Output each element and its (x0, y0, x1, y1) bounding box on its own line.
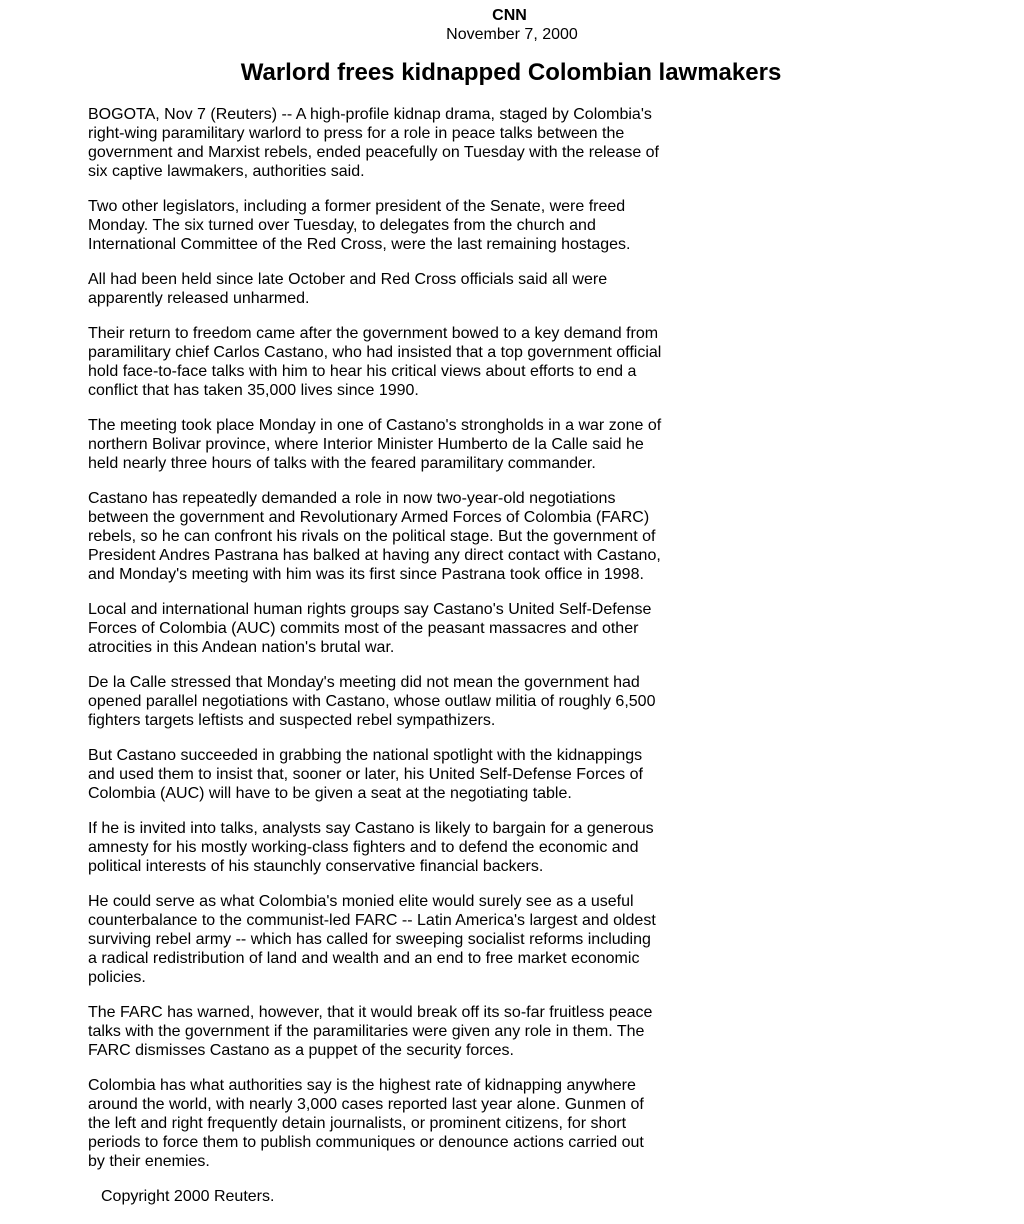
article-paragraph: Two other legislators, including a former president of the Senate, were freed Monday. The six turned over Tuesday, to delegates from the church and International Committee of the Red Cross, were the last remaining hostages. (88, 198, 631, 253)
article-paragraph: He could serve as what Colombia's monied elite would surely see as a useful counterbalance to the communist-led FARC -- Latin America's largest and oldest surviving rebel army -- which has called for sweeping socialist reforms including a radical redistribution of land and wealth and an end to free market economic policies. (88, 893, 656, 986)
publication-date: November 7, 2000 (446, 26, 578, 43)
article-paragraph: The FARC has warned, however, that it would break off its so-far fruitless peace talks with the government if the paramilitaries were given any role in them. The FARC dismisses Castano as a puppet of the security forces. (88, 1004, 653, 1059)
article-paragraph: De la Calle stressed that Monday's meeting did not mean the government had opened parallel negotiations with Castano, whose outlaw militia of roughly 6,500 fighters targets leftists and suspected rebel sympathizers. (88, 674, 656, 729)
article-body (88, 105, 664, 1187)
article-paragraph: BOGOTA, Nov 7 (Reuters) -- A high-profile kidnap drama, staged by Colombia's right-wing paramilitary warlord to press for a role in peace talks between the government and Marxist rebels, ended peacefully on Tuesday with the release of six captive lawmakers, authorities said. (88, 106, 659, 180)
article-paragraph: But Castano succeeded in grabbing the national spotlight with the kidnappings and used them to insist that, sooner or later, his United Self-Defense Forces of Colombia (AUC) will have to be given a seat at the negotiating table. (88, 747, 643, 802)
article-paragraph: Their return to freedom came after the government bowed to a key demand from paramilitary chief Carlos Castano, who had insisted that a top government official hold face-to-face talks with him to hear his critical views about efforts to end a conflict that has taken 35,000 lives since 1990. (88, 325, 662, 399)
article-paragraph: Colombia has what authorities say is the highest rate of kidnapping anywhere around the world, with nearly 3,000 cases reported last year alone. Gunmen of the left and right frequently detain journalists, or prominent citizens, for short periods to force them to publish communiques or denounce actions carried out by their enemies. (88, 1077, 644, 1170)
news-source: CNN (492, 7, 527, 24)
article-paragraph: If he is invited into talks, analysts say Castano is likely to bargain for a generous amnesty for his mostly working-class fighters and to defend the economic and political interests of his staunchly conservative financial backers. (88, 820, 654, 875)
article-paragraph: Castano has repeatedly demanded a role in now two-year-old negotiations between the government and Revolutionary Armed Forces of Colombia (FARC) rebels, so he can confront his rivals on the political stage. But the government of President Andres Pastrana has balked at having any direct contact with Castano, and Monday's meeting with him was its first since Pastrana took office in 1998. (88, 490, 661, 583)
article-headline: Warlord frees kidnapped Colombian lawmakers (240, 59, 782, 86)
copyright-notice: Copyright 2000 Reuters. (101, 1188, 275, 1205)
article-paragraph: All had been held since late October and Red Cross officials said all were apparently released unharmed. (88, 271, 608, 307)
article-paragraph: Local and international human rights groups say Castano's United Self-Defense Forces of Colombia (AUC) commits most of the peasant massacres and other atrocities in this Andean nation's brutal war. (88, 601, 652, 656)
article-paragraph: The meeting took place Monday in one of Castano's strongholds in a war zone of northern Bolivar province, where Interior Minister Humberto de la Calle said he held nearly three hours of talks with the feared paramilitary commander. (88, 417, 662, 472)
